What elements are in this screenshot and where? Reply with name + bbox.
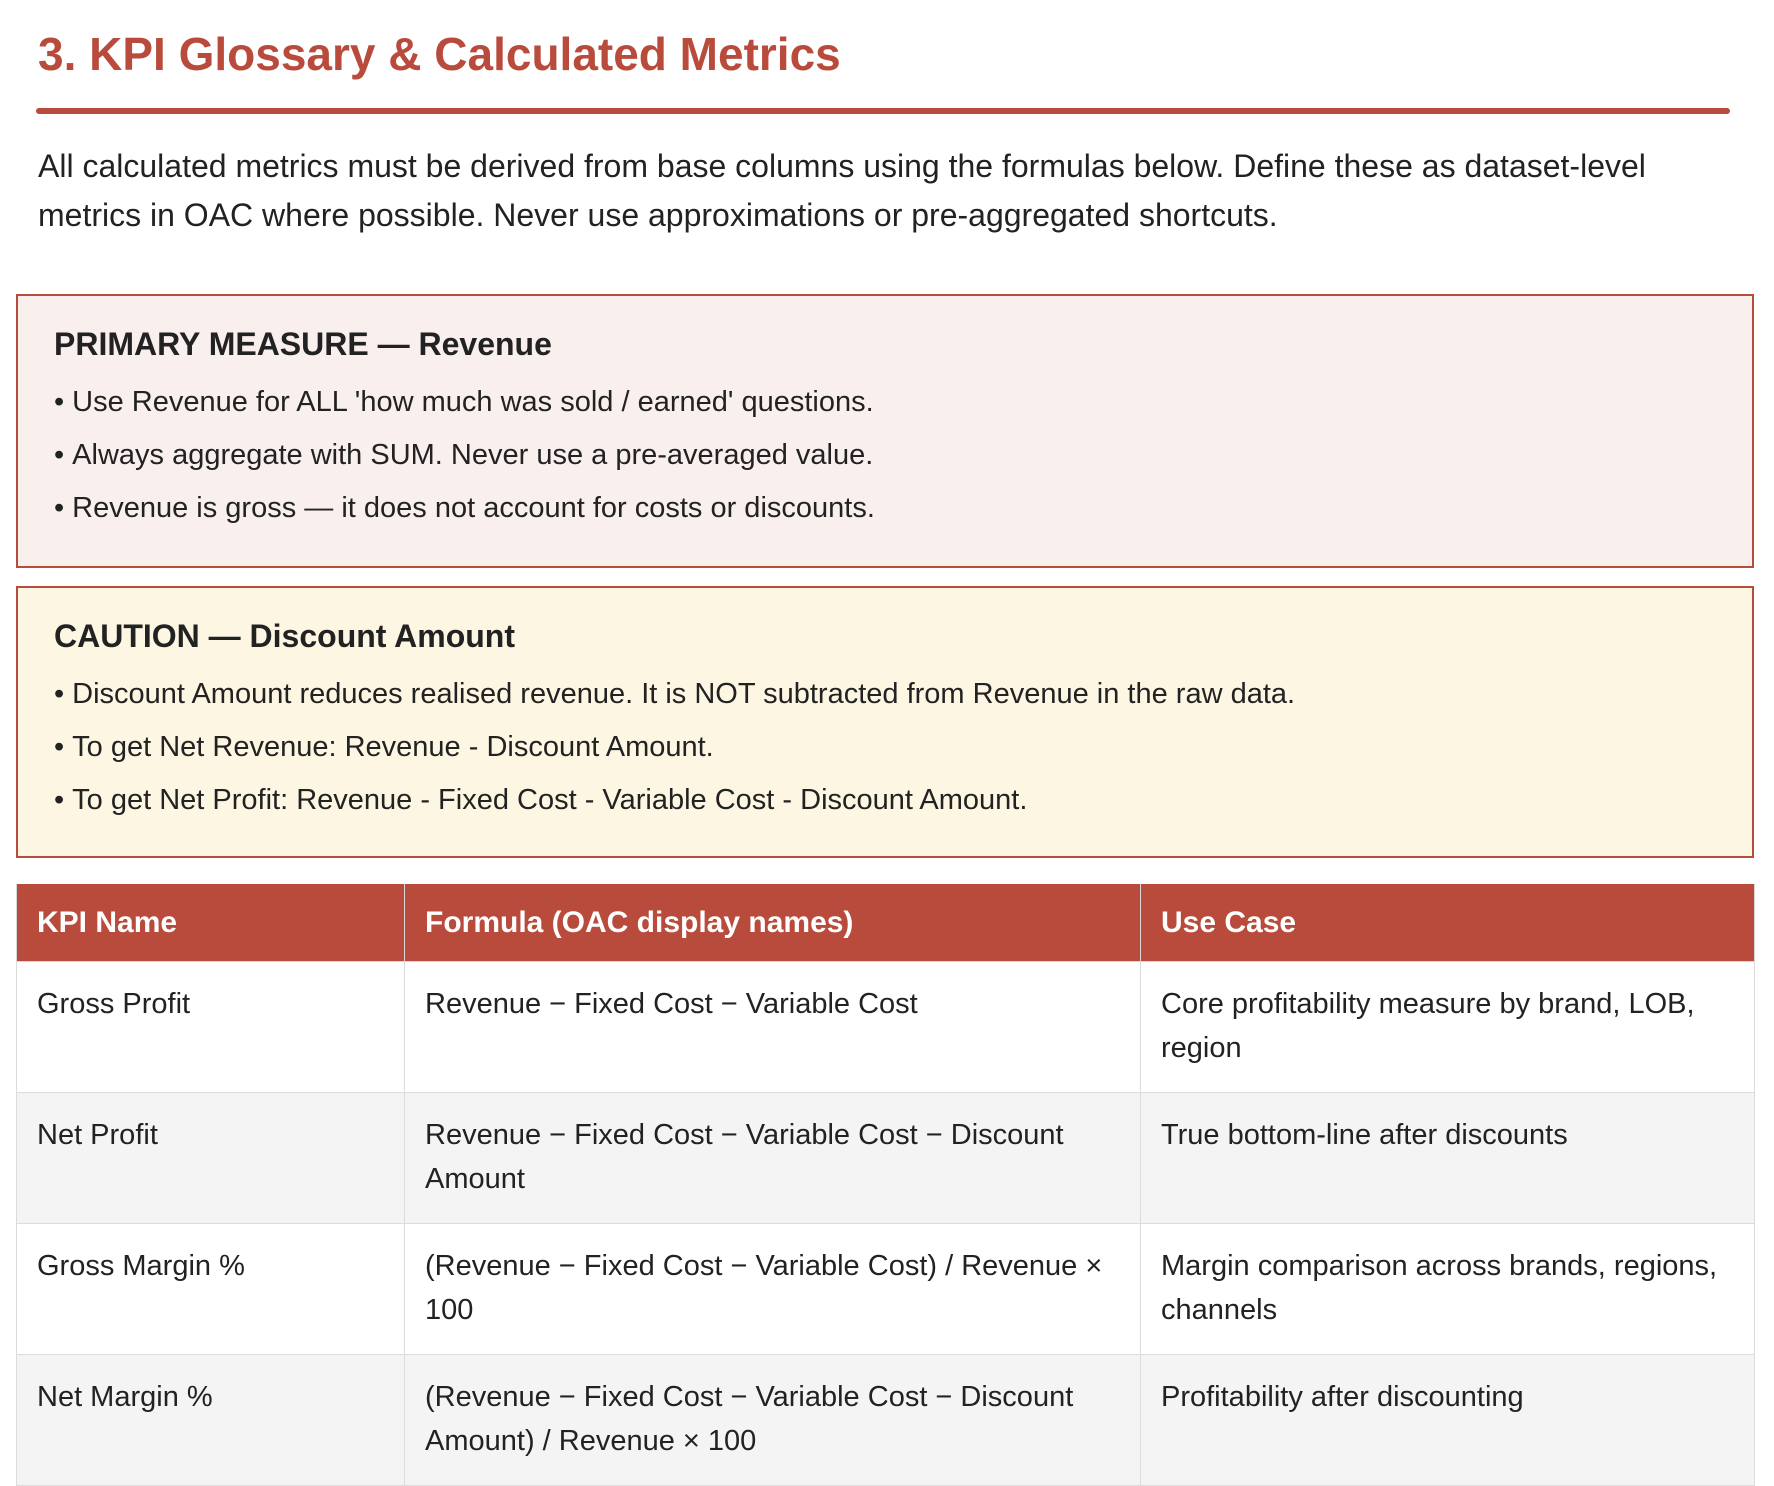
primary-measure-callout <box>16 294 1754 568</box>
header-formula: Formula (OAC display names) <box>405 884 1141 962</box>
document-page <box>16 0 1754 1486</box>
table-row <box>17 962 1755 1093</box>
kpi-name-cell: Gross Margin % <box>17 1224 405 1355</box>
header-kpi-name: KPI Name <box>17 884 405 962</box>
caution-callout <box>16 586 1754 858</box>
heading-rule <box>36 108 1730 114</box>
table-header-row <box>17 884 1755 962</box>
use-case-cell: Profitability after discounting <box>1141 1355 1755 1486</box>
section-heading: 3. KPI Glossary & Calculated Metrics <box>38 28 841 80</box>
primary-callout-item <box>54 482 1716 535</box>
caution-callout-item <box>54 668 1716 721</box>
primary-callout-item <box>54 429 1716 482</box>
bullet-icon: • <box>54 386 65 418</box>
primary-callout-title: PRIMARY MEASURE — Revenue <box>54 326 552 362</box>
section-intro: All calculated metrics must be derived from base columns using the formulas below. Define these as dataset-level metrics in OAC where possible. Never use approximations or pre-aggregated shortcuts. <box>38 148 1646 233</box>
bullet-icon: • <box>54 731 65 763</box>
kpi-name-cell: Net Profit <box>17 1093 405 1224</box>
caution-callout-item <box>54 774 1716 827</box>
primary-callout-item-text: Always aggregate with SUM. Never use a pre-averaged value. <box>72 439 874 471</box>
formula-cell: (Revenue − Fixed Cost − Variable Cost − Discount Amount) / Revenue × 100 <box>405 1355 1141 1486</box>
bullet-icon: • <box>54 492 65 524</box>
table-row <box>17 1093 1755 1224</box>
primary-callout-item-text: Use Revenue for ALL 'how much was sold / earned' questions. <box>72 386 874 418</box>
caution-callout-item <box>54 721 1716 774</box>
primary-callout-item <box>54 376 1716 429</box>
primary-callout-item-text: Revenue is gross — it does not account for costs or discounts. <box>72 492 875 524</box>
caution-callout-title: CAUTION — Discount Amount <box>54 618 515 654</box>
caution-callout-item-text: Discount Amount reduces realised revenue. It is NOT subtracted from Revenue in the raw data. <box>72 678 1296 710</box>
formula-cell: Revenue − Fixed Cost − Variable Cost − Discount Amount <box>405 1093 1141 1224</box>
caution-callout-item-text: To get Net Profit: Revenue - Fixed Cost - Variable Cost - Discount Amount. <box>72 784 1028 816</box>
kpi-name-cell: Net Margin % <box>17 1355 405 1486</box>
use-case-cell: True bottom-line after discounts <box>1141 1093 1755 1224</box>
header-use-case: Use Case <box>1141 884 1755 962</box>
bullet-icon: • <box>54 784 65 816</box>
formula-cell: (Revenue − Fixed Cost − Variable Cost) / Revenue × 100 <box>405 1224 1141 1355</box>
kpi-name-cell: Gross Profit <box>17 962 405 1093</box>
table-row <box>17 1224 1755 1355</box>
kpi-glossary-table <box>16 884 1755 1486</box>
bullet-icon: • <box>54 678 65 710</box>
caution-callout-item-text: To get Net Revenue: Revenue - Discount Amount. <box>72 731 714 763</box>
use-case-cell: Core profitability measure by brand, LOB, region <box>1141 962 1755 1093</box>
bullet-icon: • <box>54 439 65 471</box>
formula-cell: Revenue − Fixed Cost − Variable Cost <box>405 962 1141 1093</box>
use-case-cell: Margin comparison across brands, regions, channels <box>1141 1224 1755 1355</box>
table-row <box>17 1355 1755 1486</box>
